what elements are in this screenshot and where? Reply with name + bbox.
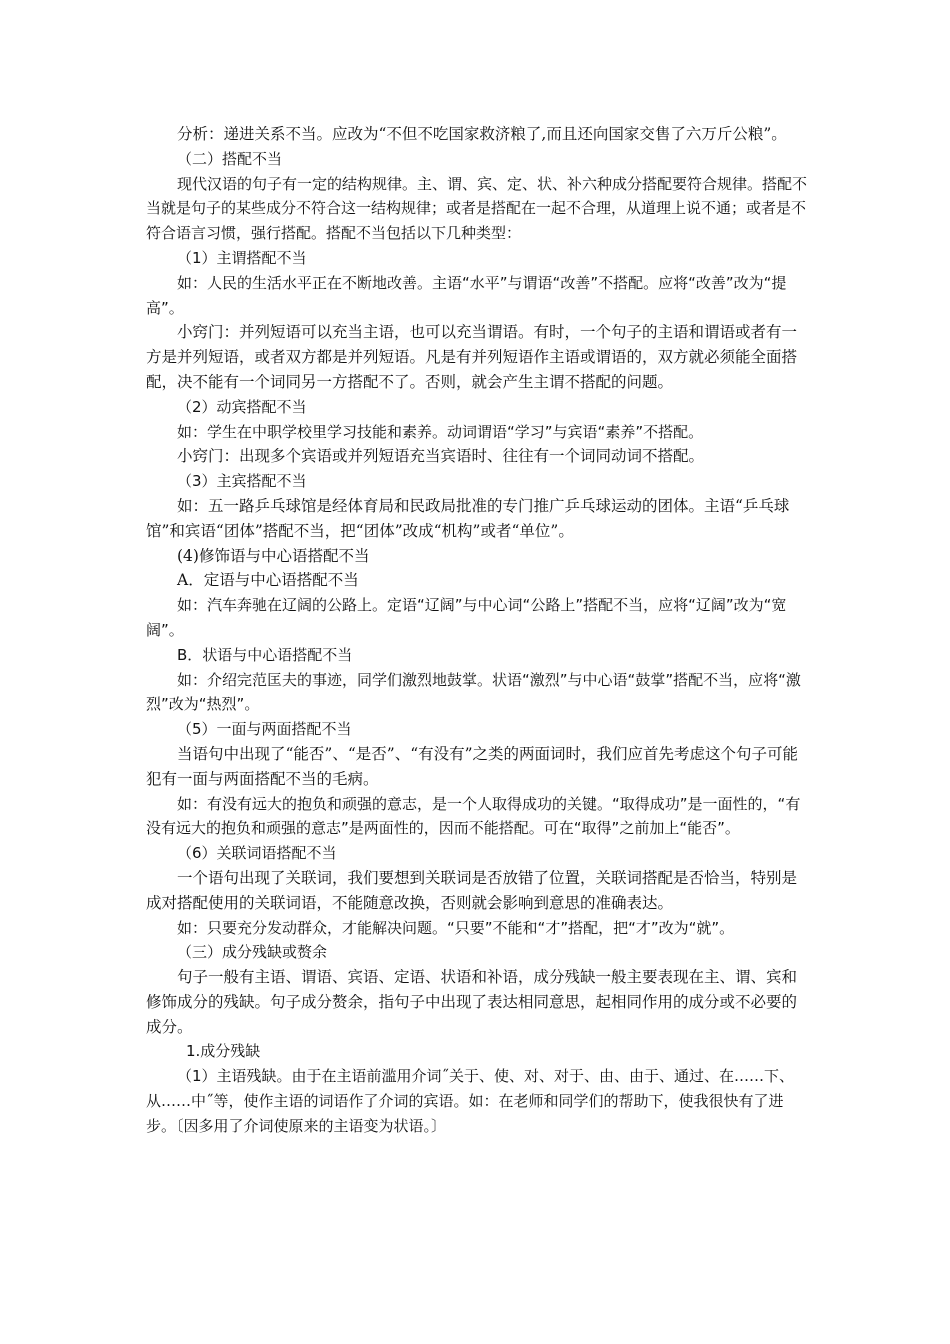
paragraph: 现代汉语的句子有一定的结构规律。主、谓、宾、定、状、补六种成分搭配要符合规律。搭配不当就是句子的某些成分不符合这一结构规律；或者是搭配在一起不合理，从道理上说不通；或者是不符合语言习惯，强行搭配。搭配不当包括以下几种类型： <box>146 174 808 243</box>
document-body <box>146 122 812 1139</box>
paragraph: 小窍门：并列短语可以充当主语，也可以充当谓语。有时，一个句子的主语和谓语或者有一方是并列短语，或者双方都是并列短语。凡是有并列短语作主语或谓语的，双方就必须能全面搭配，决不能有一个词同另一方搭配不了。否则，就会产生主谓不搭配的问题。 <box>146 323 798 391</box>
paragraph: （三）成分残缺或赘余 <box>177 943 328 962</box>
paragraph: 如：有没有远大的抱负和顽强的意志，是一个人取得成功的关键。“取得成功”是一面性的，“有没有远大的抱负和顽强的意志”是两面性的，因而不能搭配。可在“取得”之前加上“能否”。 <box>146 794 801 838</box>
paragraph: 如：五一路乒乓球馆是经体育局和民政局批准的专门推广乒乓球运动的团体。主语“乒乓球馆”和宾语“团体”搭配不当，把“团体”改成“机构”或者“单位”。 <box>146 496 790 540</box>
paragraph: （2）动宾搭配不当 <box>177 397 307 416</box>
paragraph: 句子一般有主语、谓语、宾语、定语、状语和补语，成分残缺一般主要表现在主、谓、宾和修饰成分的残缺。句子成分赘余，指句子中出现了表达相同意思，起相同作用的成分或不必要的成分。 <box>146 968 798 1036</box>
paragraph: 如：只要充分发动群众，才能解决问题。“只要”不能和“才”搭配，把“才”改为“就”。 <box>177 918 735 937</box>
paragraph: (4)修饰语与中心语搭配不当 <box>177 546 370 565</box>
paragraph: 如：汽车奔驰在辽阔的公路上。定语“辽阔”与中心词“公路上”搭配不当，应将“辽阔”改为“宽阔”。 <box>146 596 787 639</box>
paragraph: （1）主语残缺。由于在主语前滥用介词˝关于、使、对、对于、由、由于、通过、在……下、从……中˝等，使作主语的词语作了介词的宾语。如：在老师和同学们的帮助下，使我很快有了进步。〔因多用了介词使原来的主语变为状语。〕 <box>146 1067 795 1135</box>
paragraph: 当语句中出现了“能否”、“是否”、“有没有”之类的两面词时，我们应首先考虑这个句子可能犯有一面与两面搭配不当的毛病。 <box>146 744 799 788</box>
paragraph: 如：介绍完范匡夫的事迹，同学们激烈地鼓掌。状语“激烈”与中心语“鼓掌”搭配不当，应将“激烈”改为“热烈”。 <box>146 670 801 714</box>
paragraph: 小窍门：出现多个宾语或并列短语充当宾语时、往往有一个词同动词不搭配。 <box>177 447 705 466</box>
paragraph: （二）搭配不当 <box>177 149 283 168</box>
paragraph: （1）主谓搭配不当 <box>177 248 307 267</box>
paragraph: 分析：递进关系不当。应改为“不但不吃国家救济粮了,而且还向国家交售了六万斤公粮”。 <box>177 125 787 143</box>
paragraph: 如：学生在中职学校里学习技能和素养。动词谓语“学习”与宾语“素养”不搭配。 <box>177 422 704 441</box>
paragraph: 一个语句出现了关联词，我们要想到关联词是否放错了位置，关联词搭配是否恰当，特别是成对搭配使用的关联词语，不能随意改换，否则就会影响到意思的准确表达。 <box>146 868 798 912</box>
paragraph: 如：人民的生活水平正在不断地改善。主语“水平”与谓语“改善”不搭配。应将“改善”改为“提高”。 <box>146 273 787 317</box>
paragraph: B．状语与中心语搭配不当 <box>177 645 353 664</box>
paragraph: （3）主宾搭配不当 <box>177 472 307 491</box>
paragraph: （5）一面与两面搭配不当 <box>177 720 352 739</box>
paragraph: A．定语与中心语搭配不当 <box>177 571 359 590</box>
paragraph: （6）关联词语搭配不当 <box>177 844 337 863</box>
paragraph: 1.成分残缺 <box>186 1042 261 1061</box>
